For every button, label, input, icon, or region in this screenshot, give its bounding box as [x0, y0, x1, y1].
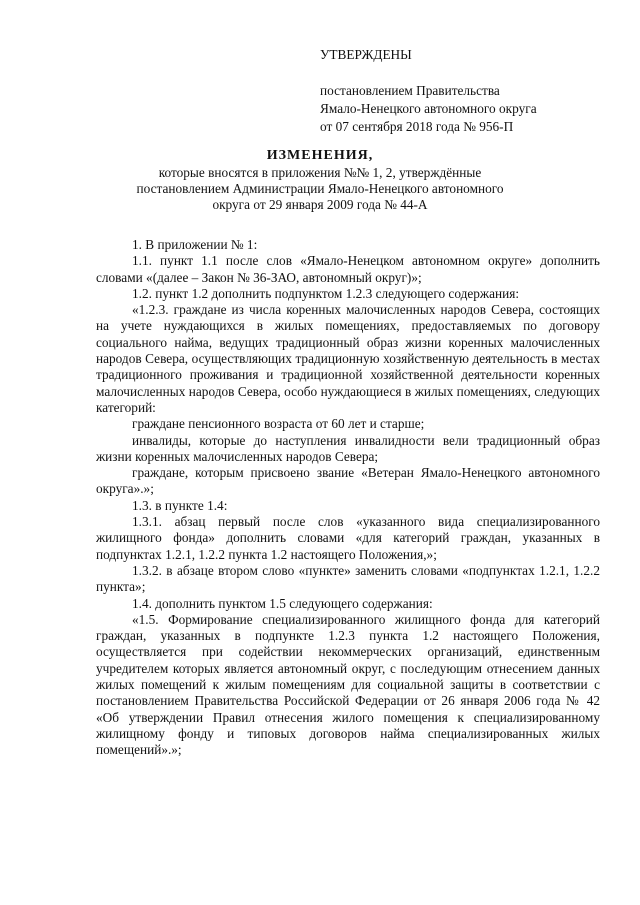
title-line: которые вносятся в приложения №№ 1, 2, утверждённые: [158, 165, 482, 180]
paragraph: 1.3.2. в абзаце втором слово «пункте» заменить словами «подпунктах 1.2.1, 1.2.2 пункта»;: [96, 562, 600, 595]
title-line: округа от 29 января 2009 года № 44-А: [212, 197, 428, 212]
approval-line: постановлением Правительства: [320, 83, 500, 98]
title-line: постановлением Администрации Ямало-Ненецкого автономного: [136, 181, 504, 196]
paragraph: граждане пенсионного возраста от 60 лет и старше;: [132, 416, 425, 432]
approval-line: Ямало-Ненецкого автономного округа: [320, 101, 537, 116]
document-title: [96, 148, 544, 213]
paragraph: инвалиды, которые до наступления инвалидности вели традиционный образ жизни коренных малочисленных народов Севера;: [96, 432, 600, 464]
approval-block: [320, 46, 537, 136]
title-heading: ИЗМЕНЕНИЯ,: [266, 148, 374, 163]
paragraph: 1.3.1. абзац первый после слов «указанного вида специализированного жилищного фонда» дополнить словами «для категорий граждан, указанных в подпунктах 1.2.1, 1.2.2 пункта 1.2 настоящего Положения,»;: [96, 514, 600, 562]
paragraph: 1.1. пункт 1.1 после слов «Ямало-Ненецком автономном округе» дополнить словами «(далее – Закон № 36-ЗАО, автономный округ)»;: [96, 253, 600, 285]
paragraph: 1.2. пункт 1.2 дополнить подпунктом 1.2.3 следующего содержания:: [132, 285, 520, 301]
approval-heading: УТВЕРЖДЕНЫ: [320, 47, 412, 62]
paragraph: «1.5. Формирование специализированного жилищного фонда для категорий граждан, указанных в подпункте 1.2.3 пункта 1.2 настоящего Положения, осуществляется при содействии некоммерческих организаций, единственным учредителем которых является автономный округ, с последующим отнесением данных жилых помещений к жилым помещениям для социальной защиты в соответствии с постановлением Правительства Российской Федерации от 26 января 2006 года № 42 «Об утверждении Правил отнесения жилого помещения к специализированному жилищному фонду и типовых договоров найма специализированных жилых помещений».»;: [96, 611, 600, 758]
paragraph: граждане, которым присвоено звание «Ветеран Ямало-Ненецкого автономного округа».»;: [96, 465, 600, 497]
document-body: [96, 237, 600, 759]
paragraph: 1. В приложении № 1:: [132, 237, 258, 252]
paragraph: 1.4. дополнить пунктом 1.5 следующего содержания:: [132, 595, 433, 611]
approval-line: от 07 сентября 2018 года № 956-П: [320, 119, 514, 134]
paragraph: 1.3. в пункте 1.4:: [132, 497, 228, 513]
paragraph: «1.2.3. граждане из числа коренных малочисленных народов Севера, состоящих на учете нуждающихся в жилых помещениях, предоставляемых по договору социального найма, ведущих традиционный образ жизни коренных малочисленных народов Севера, осуществляющих традиционную хозяйственную деятельность в местах традиционного проживания и традиционной хозяйственной деятельности коренных малочисленных народов Севера, особо нуждающиеся в жилых помещениях, следующих категорий:: [96, 302, 600, 415]
